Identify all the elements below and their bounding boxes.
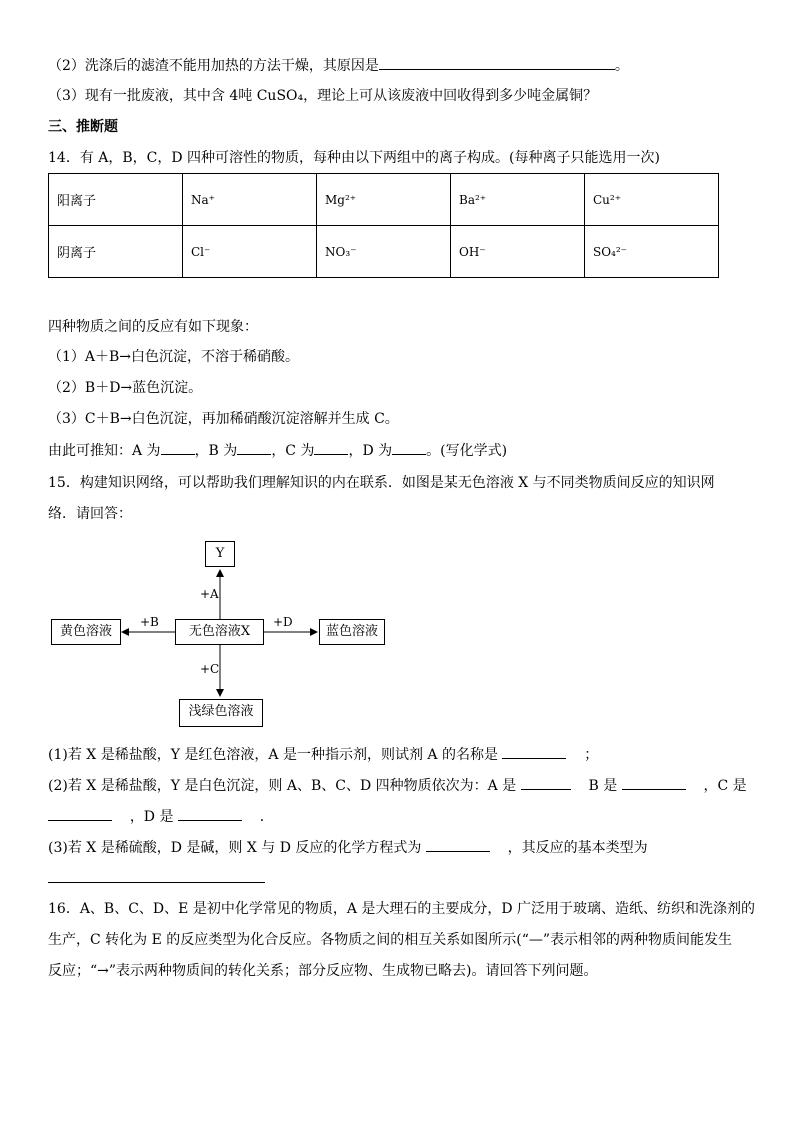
q14-stem: 14．有 A，B，C，D 四种可溶性的物质，每种由以下两组中的离子构成。(每种离子只能选用一次) <box>48 150 660 166</box>
q14-infer: 由此可推知：A 为 ，B 为 ，C 为 ，D 为 。(写化学式) <box>48 440 507 461</box>
phenomenon-2: （2）B＋D→蓝色沉淀。 <box>48 380 203 396</box>
q15-stem-line2: 络．请回答： <box>48 506 132 522</box>
node-center: 无色溶液X <box>175 619 264 645</box>
q13-part2-text: （2）洗涤后的滤渣不能用加热的方法干燥，其原因是 <box>48 58 379 74</box>
table-cell: SO₄²⁻ <box>585 226 719 278</box>
q13-part2: （2）洗涤后的滤渣不能用加热的方法干燥，其原因是 。 <box>48 55 629 76</box>
answer-blank[interactable] <box>426 837 490 852</box>
answer-blank[interactable] <box>48 868 265 883</box>
node-right: 蓝色溶液 <box>319 619 385 645</box>
q16-line3: 反应；“→”表示两种物质间的转化关系；部分反应物、生成物已略去)。请回答下列问题。 <box>48 963 598 979</box>
table-cell: 阳离子 <box>49 174 183 226</box>
answer-blank[interactable] <box>502 744 566 759</box>
q16-line2: 生产，C 转化为 E 的反应类型为化合反应。各物质之间的相互关系如图所示(“—”表示相邻的两种物质间能发生 <box>48 932 733 948</box>
section-title: 三、推断题 <box>48 119 118 135</box>
q15-question-2: (2)若 X 是稀盐酸，Y 是白色沉淀，则 A、B、C、D 四种物质依次为：A 是 B 是 ，C 是 <box>48 775 747 796</box>
q15-question-2b: ，D 是 ． <box>48 806 274 827</box>
table-cell: NO₃⁻ <box>317 226 451 278</box>
q15-question-3: (3)若 X 是稀硫酸，D 是碱，则 X 与 D 反应的化学方程式为 ，其反应的基本类型为 <box>48 837 648 858</box>
answer-blank[interactable] <box>48 806 112 821</box>
q15-stem-line1: 15．构建知识网络，可以帮助我们理解知识的内在联系．如图是某无色溶液 X 与不同类物质间反应的知识网 <box>48 475 715 491</box>
q16-line1: 16．A、B、C、D、E 是初中化学常见的物质，A 是大理石的主要成分，D 广泛用于玻璃、造纸、纺织和洗涤剂的 <box>48 901 756 917</box>
phenomenon-3: （3）C＋B→白色沉淀，再加稀硝酸沉淀溶解并生成 C。 <box>48 411 399 427</box>
table-cell: OH⁻ <box>451 226 585 278</box>
label-a: +A <box>200 587 219 601</box>
table-cell: 阴离子 <box>49 226 183 278</box>
node-bottom: 浅绿色溶液 <box>179 699 263 727</box>
phenomenon-1: （1）A＋B→白色沉淀，不溶于稀硝酸。 <box>48 349 300 365</box>
label-b: +B <box>140 615 159 629</box>
label-c: +C <box>200 662 220 676</box>
phenomena-intro: 四种物质之间的反应有如下现象： <box>48 319 258 335</box>
q13-part3: （3）现有一批废液，其中含 4吨 CuSO₄，理论上可从该废液中回收得到多少吨金属铜？ <box>48 88 598 104</box>
table-cell: Mg²⁺ <box>317 174 451 226</box>
node-y: Y <box>205 541 235 567</box>
answer-blank[interactable] <box>622 775 686 790</box>
table-cell: Cu²⁺ <box>585 174 719 226</box>
table-cell: Na⁺ <box>183 174 317 226</box>
answer-blank[interactable] <box>521 775 571 790</box>
table-cell: Cl⁻ <box>183 226 317 278</box>
label-d: +D <box>273 615 293 629</box>
answer-blank[interactable] <box>178 806 242 821</box>
node-left: 黄色溶液 <box>51 619 121 645</box>
q15-question-1: (1)若 X 是稀盐酸，Y 是红色溶液，A 是一种指示剂，则试剂 A 的名称是 ； <box>48 744 598 765</box>
table-cell: Ba²⁺ <box>451 174 585 226</box>
